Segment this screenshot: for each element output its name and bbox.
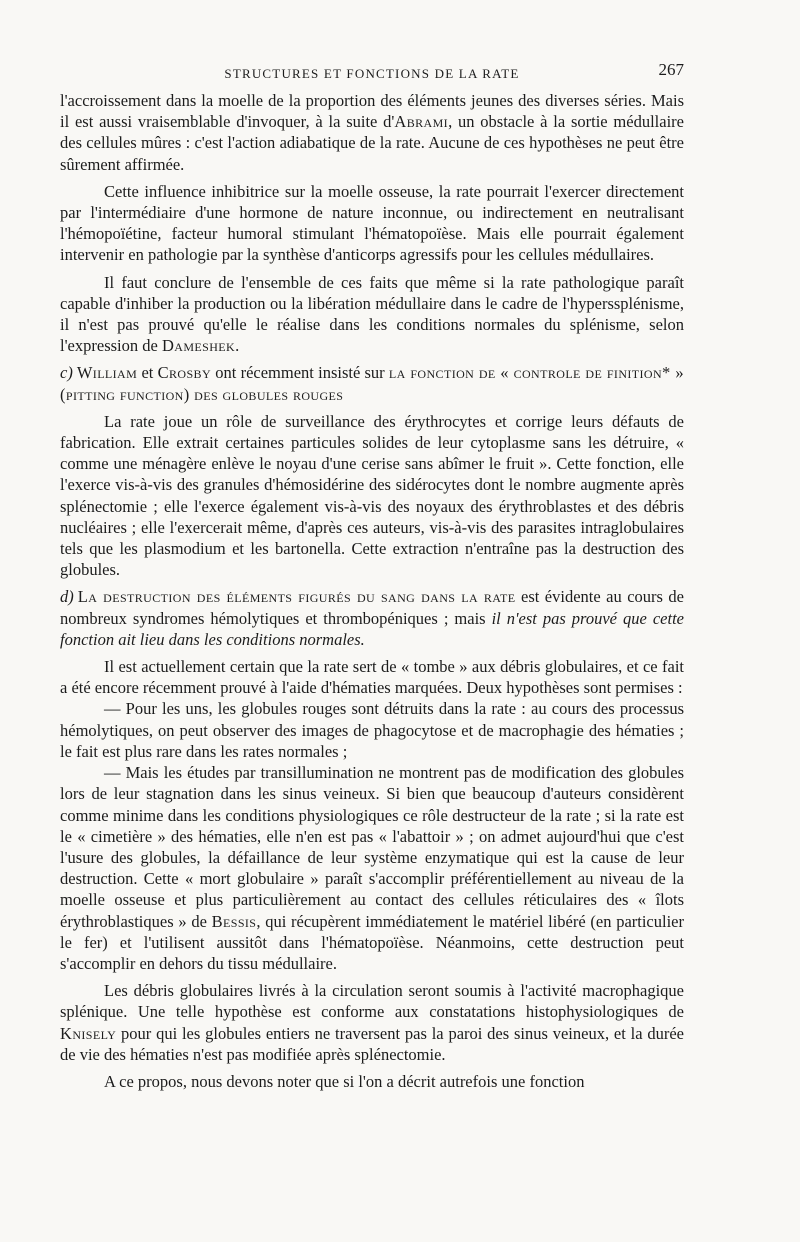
running-head: STRUCTURES ET FONCTIONS DE LA RATE [224,66,520,81]
emphasis: il n'est pas prouvé que cette fonction ait lieu dans les conditions normales. [60,608,684,649]
paragraph-1: l'accroissement dans la moelle de la proportion des éléments jeunes des diverses séries. Mais il est aussi vraisemblable d'invoquer, à la suite d'Abrami, un obstacle à la sortie médullaire des cellules mûres : c'est l'action adiabatique de la rate. Aucune de ces hypothèses ne peut être sûrement affirmée. [60,91,684,174]
paragraph-7: — Mais les études par transillumination ne montrent pas de modification des globules lors de leur stagnation dans les sinus veineux. Si bien que beaucoup d'auteurs considèrent comme minime dans les conditions physiologiques ce rôle destructeur de la rate ; si la rate est le « cimetière » des hématies, elle n'en est pas « l'abattoir » ; on admet aujourd'hui que c'est l'usure des globules, la défaillance de leur système enzymatique qui est la cause de leur destruction. Cette « mort globulaire » paraît s'accomplir préférentiellement au niveau de la moelle osseuse et plus particulièrement au contact des cellules réticulaires des « îlots érythroblastiques » de Bessis, qui récupèrent immédiatement le matériel libéré (en particulier le fer) et l'utilisent aussitôt dans l'hématopoïèse. Néanmoins, cette destruction peut s'accomplir en dehors du tissu médullaire. [60,763,684,973]
paragraph-2: Cette influence inhibitrice sur la moelle osseuse, la rate pourrait l'exercer directement par l'intermédiaire d'une hormone de nature inconnue, ou indirectement en neutralisant l'hémopoïétine, facteur humoral stimulant l'hématopoïèse. Mais elle pourrait également intervenir en pathologie par la synthèse d'anticorps agressifs pour les cellules médullaires. [60,181,684,265]
section-title: la fonction de « controle de finition* » (pitting function) des globules rouges [60,363,684,404]
paragraph-5: Il est actuellement certain que la rate sert de « tombe » aux débris globulaires, et ce fait a été encore récemment prouvé à l'aide d'hématies marquées. Deux hypothèses sont permises : [60,657,684,698]
paragraph-9: A ce propos, nous devons noter que si l'on a décrit autrefois une fonction [104,1071,585,1091]
section-label: d) [60,587,74,607]
author-name: William [76,363,138,383]
author-name: Knisely [60,1023,117,1043]
page-header [60,60,684,90]
section-title: La destruction des éléments figurés du sang dans la rate [77,587,516,607]
author-name: Crosby [157,363,212,383]
section-label: c) [60,363,73,383]
author-name: Bessis [211,911,257,931]
section-d-heading: d) La destruction des éléments figurés du sang dans la rate est évidente au cours de nombreux syndromes hémolytiques et thrombopéniques ; mais il n'est pas prouvé que cette fonction ait lieu dans les conditions normales. [60,587,684,649]
author-name: Dameshek [161,336,236,356]
section-c-heading: c) William et Crosby ont récemment insisté sur la fonction de « controle de finition* » (pitting function) des globules rouges [60,363,684,404]
paragraph-4: La rate joue un rôle de surveillance des érythrocytes et corrige leurs défauts de fabrication. Elle extrait certaines particules solides de leur cytoplasme sans les détruire, « comme une ménagère enlève le noyau d'une cerise sans abîmer le fruit ». Cette fonction, elle l'exerce vis-à-vis des granules d'hémosidérine des sidérocytes dont le nombre augmente après splénectomie ; elle l'exerce également vis-à-vis des noyaux des érythroblastes et des débris nucléaires ; elle l'exercerait même, d'après ces auteurs, vis-à-vis des parasites intraglobulaires tels que les plasmodium et les bartonella. Cette extraction n'entraîne pas la destruction des globules. [60,411,684,580]
paragraph-6: — Pour les uns, les globules rouges sont détruits dans la rate : au cours des processus hémolytiques, on peut observer des images de phagocytose et de macrophagie des hématies ; le fait est plus rare dans les rates normales ; [60,699,684,761]
page-number: 267 [658,60,684,79]
author-name: Abrami [394,112,449,132]
paragraph-8: Les débris globulaires livrés à la circulation seront soumis à l'activité macrophagique splénique. Une telle hypothèse est conforme aux constatations histophysiologiques de Knisely pour qui les globules entiers ne traversent pas la paroi des sinus veineux, et la durée de vie des hématies n'est pas modifiée après splénectomie. [60,981,684,1064]
page [60,60,684,1092]
paragraph-3: Il faut conclure de l'ensemble de ces faits que même si la rate pathologique paraît capable d'inhiber la production ou la libération médullaire dans le cadre de l'hyperssplénisme, il n'est pas prouvé qu'elle le réalise dans les conditions normales du splénisme, selon l'expression de Dameshek. [60,272,684,356]
